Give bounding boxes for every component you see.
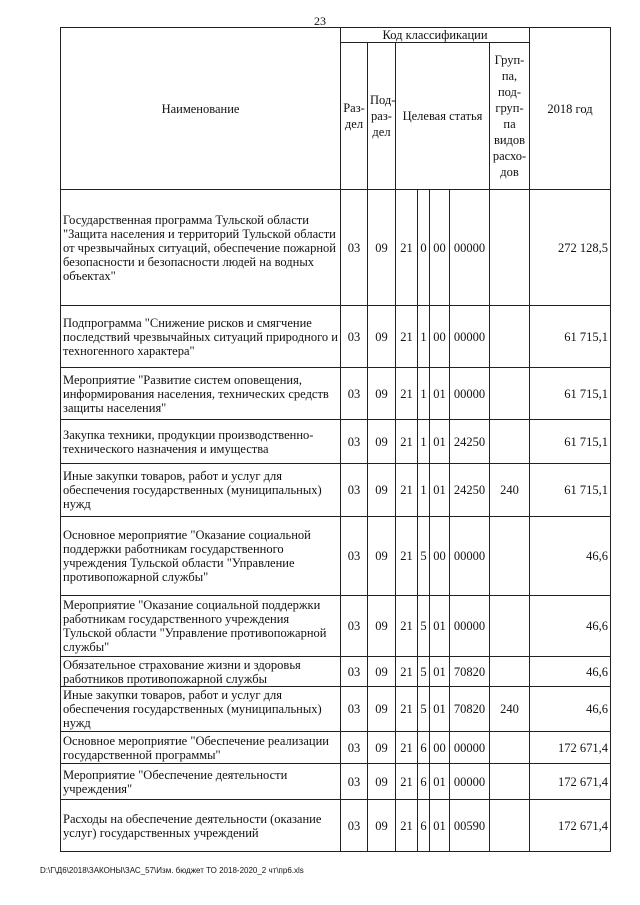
program-code-cell: 21	[396, 464, 418, 517]
event-code-cell: 00	[430, 517, 450, 596]
row-name-cell: Подпрограмма "Снижение рисков и смягчение последствий чрезвычайных ситуаций природного и техногенного характера"	[61, 306, 341, 368]
subprogram-code-cell: 1	[418, 420, 430, 464]
row-name-cell: Обязательное страхование жизни и здоровья работников противопожарной службы	[61, 657, 341, 687]
subprogram-code-cell: 0	[418, 190, 430, 306]
section-code-cell: 03	[341, 464, 368, 517]
amount-cell: 61 715,1	[530, 420, 611, 464]
subsection-code-cell: 09	[368, 764, 396, 800]
expense-group-cell	[490, 764, 530, 800]
row-name-cell: Иные закупки товаров, работ и услуг для обеспечения государственных (муниципальных) нужд	[61, 687, 341, 732]
amount-cell: 46,6	[530, 657, 611, 687]
direction-code-cell: 70820	[450, 657, 490, 687]
subprogram-code-cell: 5	[418, 687, 430, 732]
subsection-code-cell: 09	[368, 800, 396, 852]
table-row	[61, 464, 611, 517]
direction-code-cell: 24250	[450, 420, 490, 464]
section-code-cell: 03	[341, 306, 368, 368]
section-code-cell: 03	[341, 420, 368, 464]
subprogram-code-cell: 5	[418, 517, 430, 596]
section-code-cell: 03	[341, 657, 368, 687]
row-name-cell: Иные закупки товаров, работ и услуг для обеспечения государственных (муниципальных) нужд	[61, 464, 341, 517]
section-header: Раз- дел	[341, 43, 368, 190]
event-code-cell: 01	[430, 596, 450, 657]
table-row	[61, 800, 611, 852]
subprogram-code-cell: 6	[418, 764, 430, 800]
expense-group-cell	[490, 657, 530, 687]
program-code-cell: 21	[396, 368, 418, 420]
section-code-cell: 03	[341, 517, 368, 596]
expense-group-cell	[490, 306, 530, 368]
page-number: 23	[314, 14, 326, 28]
event-code-cell: 01	[430, 368, 450, 420]
event-code-cell: 00	[430, 732, 450, 764]
subprogram-code-cell: 5	[418, 657, 430, 687]
program-code-cell: 21	[396, 596, 418, 657]
direction-code-cell: 00000	[450, 517, 490, 596]
subsection-code-cell: 09	[368, 306, 396, 368]
expense-group-cell: 240	[490, 687, 530, 732]
table-row	[61, 368, 611, 420]
program-code-cell: 21	[396, 517, 418, 596]
amount-cell: 61 715,1	[530, 368, 611, 420]
amount-cell: 272 128,5	[530, 190, 611, 306]
section-code-cell: 03	[341, 687, 368, 732]
table-row	[61, 732, 611, 764]
subprogram-code-cell: 1	[418, 464, 430, 517]
event-code-cell: 00	[430, 190, 450, 306]
expense-group-header: Груп- па, под- груп- па видов расхо- дов	[490, 43, 530, 190]
table-row	[61, 596, 611, 657]
row-name-cell: Основное мероприятие "Обеспечение реализации государственной программы"	[61, 732, 341, 764]
direction-code-cell: 00000	[450, 190, 490, 306]
subsection-code-cell: 09	[368, 517, 396, 596]
section-code-cell: 03	[341, 732, 368, 764]
row-name-cell: Мероприятие "Развитие систем оповещения, информирования населения, технических средств защиты населения"	[61, 368, 341, 420]
program-code-cell: 21	[396, 732, 418, 764]
event-code-cell: 01	[430, 657, 450, 687]
subprogram-code-cell: 6	[418, 800, 430, 852]
row-name-cell: Закупка техники, продукции производственно-технического назначения и имущества	[61, 420, 341, 464]
amount-cell: 46,6	[530, 596, 611, 657]
subprogram-code-cell: 6	[418, 732, 430, 764]
direction-code-cell: 00000	[450, 764, 490, 800]
subsection-code-cell: 09	[368, 596, 396, 657]
program-code-cell: 21	[396, 420, 418, 464]
direction-code-cell: 70820	[450, 687, 490, 732]
expense-group-cell	[490, 517, 530, 596]
program-code-cell: 21	[396, 764, 418, 800]
expense-group-cell	[490, 800, 530, 852]
subprogram-code-cell: 5	[418, 596, 430, 657]
table-row	[61, 420, 611, 464]
subsection-code-cell: 09	[368, 420, 396, 464]
program-code-cell: 21	[396, 306, 418, 368]
event-code-cell: 01	[430, 764, 450, 800]
subsection-code-cell: 09	[368, 657, 396, 687]
table-row	[61, 657, 611, 687]
event-code-cell: 01	[430, 800, 450, 852]
section-code-cell: 03	[341, 190, 368, 306]
section-code-cell: 03	[341, 596, 368, 657]
table-row	[61, 306, 611, 368]
subsection-header: Под- раз- дел	[368, 43, 396, 190]
amount-cell: 172 671,4	[530, 764, 611, 800]
direction-code-cell: 24250	[450, 464, 490, 517]
program-code-cell: 21	[396, 657, 418, 687]
event-code-cell: 01	[430, 464, 450, 517]
name-column-header: Наименование	[61, 28, 341, 190]
amount-cell: 46,6	[530, 517, 611, 596]
event-code-cell: 01	[430, 687, 450, 732]
direction-code-cell: 00000	[450, 306, 490, 368]
row-name-cell: Государственная программа Тульской области "Защита населения и территорий Тульской области от чрезвычайных ситуаций, обеспечение пожарной безопасности и безопасности людей на водных объектах"	[61, 190, 341, 306]
subprogram-code-cell: 1	[418, 306, 430, 368]
direction-code-cell: 00000	[450, 732, 490, 764]
expense-group-cell	[490, 732, 530, 764]
expense-group-cell	[490, 596, 530, 657]
direction-code-cell: 00590	[450, 800, 490, 852]
amount-cell: 61 715,1	[530, 464, 611, 517]
row-name-cell: Мероприятие "Обеспечение деятельности учреждения"	[61, 764, 341, 800]
header-row-top	[61, 28, 611, 43]
expense-group-cell	[490, 190, 530, 306]
row-name-cell: Мероприятие "Оказание социальной поддержки работникам государственного учреждения Тульской области "Управление противопожарной службы"	[61, 596, 341, 657]
expense-group-cell	[490, 368, 530, 420]
section-code-cell: 03	[341, 764, 368, 800]
expense-group-cell: 240	[490, 464, 530, 517]
classification-code-header: Код классификации	[341, 28, 530, 43]
file-path-footer: D:\Г\Д6\2018\ЗАКОНЫ\ЗАС_57\Изм. бюджет ТО 2018-2020_2 чт\пр6.xls	[40, 866, 304, 875]
year-column-header: 2018 год	[530, 28, 611, 190]
amount-cell: 172 671,4	[530, 800, 611, 852]
subsection-code-cell: 09	[368, 464, 396, 517]
amount-cell: 172 671,4	[530, 732, 611, 764]
subprogram-code-cell: 1	[418, 368, 430, 420]
event-code-cell: 00	[430, 306, 450, 368]
subsection-code-cell: 09	[368, 687, 396, 732]
subsection-code-cell: 09	[368, 368, 396, 420]
event-code-cell: 01	[430, 420, 450, 464]
section-code-cell: 03	[341, 368, 368, 420]
amount-cell: 46,6	[530, 687, 611, 732]
budget-table	[60, 27, 611, 852]
table-row	[61, 517, 611, 596]
row-name-cell: Расходы на обеспечение деятельности (оказание услуг) государственных учреждений	[61, 800, 341, 852]
expense-group-cell	[490, 420, 530, 464]
direction-code-cell: 00000	[450, 368, 490, 420]
table-row	[61, 764, 611, 800]
table-row	[61, 190, 611, 306]
target-article-header: Целевая статья	[396, 43, 490, 190]
row-name-cell: Основное мероприятие "Оказание социальной поддержки работникам государственного учреждения Тульской области "Управление противопожарной службы"	[61, 517, 341, 596]
program-code-cell: 21	[396, 687, 418, 732]
direction-code-cell: 00000	[450, 596, 490, 657]
subsection-code-cell: 09	[368, 732, 396, 764]
program-code-cell: 21	[396, 800, 418, 852]
table-row	[61, 687, 611, 732]
section-code-cell: 03	[341, 800, 368, 852]
amount-cell: 61 715,1	[530, 306, 611, 368]
subsection-code-cell: 09	[368, 190, 396, 306]
program-code-cell: 21	[396, 190, 418, 306]
